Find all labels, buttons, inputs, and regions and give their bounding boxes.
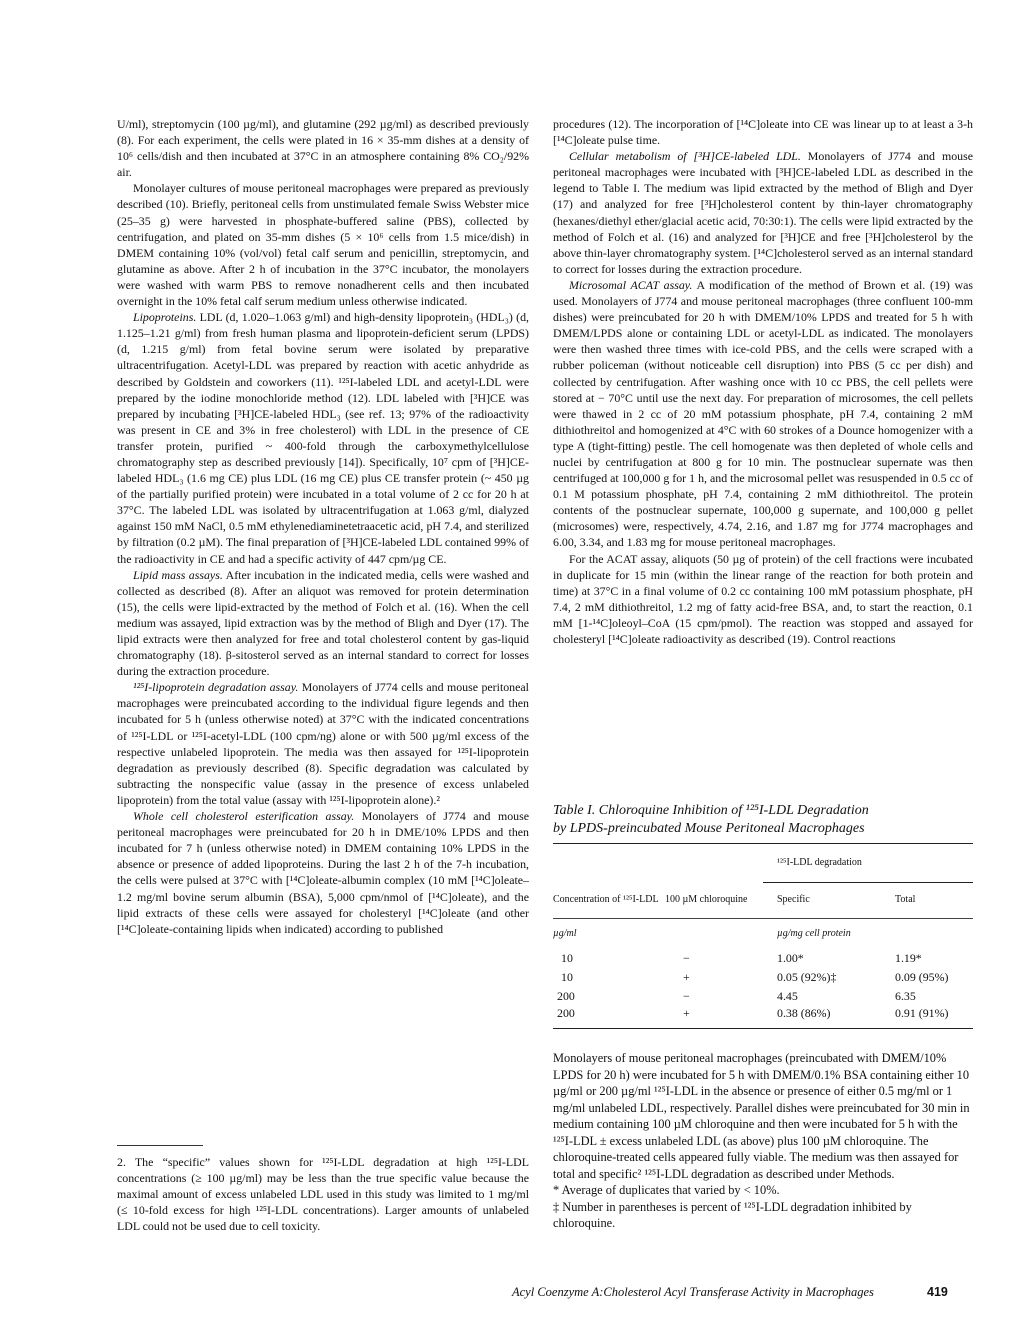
column-header: Specific	[777, 894, 810, 906]
paragraph: ¹²⁵I-lipoprotein degradation assay. Monolayers of J774 cells and mouse peritoneal macrophages were preincubated according to the individual figure legends and then incubated for 5 h (unless otherwise noted) at 37°C with the indicated concentrations of ¹²⁵I-LDL or ¹²⁵I-acetyl-LDL (100 cpm/ng) alone or with 500 µg/ml excess of the respective unlabeled lipoprotein. The media was then assayed for ¹²⁵I-lipoprotein degradation as previously described (8). Specific degradation was calculated by subtracting the nonspecific value (assay in the presence of excess unlabeled lipoprotein) from the total value (assay with ¹²⁵I-lipoprotein alone).²	[117, 680, 529, 807]
paragraph: Lipid mass assays. After incubation in the indicated media, cells were washed and collected as described (8). After an aliquot was removed for protein determination (15), the cells were lipid-extracted by the method of Folch et al. (16). When the cell medium was assayed, lipid extraction was by the method of Bligh and Dyer (17). The lipid extracts were then analyzed for free and total cholesterol content by gas-liquid chromatography (18). β-sitosterol served as an internal standard to correct for losses during the extraction procedure.	[117, 567, 529, 679]
data-table	[553, 843, 973, 1029]
footnote-divider	[117, 1145, 203, 1146]
page-number: 419	[927, 1285, 948, 1299]
table-row: 10 − 1.00* 1.19*	[561, 951, 922, 965]
footnote: 2. The “specific” values shown for ¹²⁵I-LDL degradation at high ¹²⁵I-LDL concentrations (≥ 100 µg/ml) may be less than the true specific value because the maximal amount of excess unlabeled LDL used in this study was limited to 1 mg/ml (≤ 10-fold excess for high ¹²⁵I-LDL concentrations). Larger amounts of unlabeled LDL could not be used due to cell toxicity.	[117, 1155, 529, 1234]
table-row: 200 − 4.45 6.35	[557, 989, 916, 1003]
paragraph: For the ACAT assay, aliquots (50 µg of protein) of the cell fractions were incubated in duplicate for 15 min (within the linear range of the reaction for both protein and time) at 37°C in a final volume of 0.2 cc containing 100 mM potassium phosphate, pH 7.4, 2 mM dithiothreitol, 1.2 mg of fatty acid-free BSA, and, to start the reaction, 0.1 mM [1-¹⁴C]oleoyl–CoA (15 cpm/pmol). The reaction was stopped and assayed for cholesteryl [¹⁴C]oleate radioactivity as described (19). Control reactions	[553, 551, 973, 646]
section-heading: Lipoproteins.	[133, 310, 197, 325]
units-label: µg/mg cell protein	[777, 928, 851, 939]
left-column	[117, 116, 529, 937]
units-label: µg/ml	[553, 928, 577, 939]
table-row: 10 + 0.05 (92%)‡ 0.09 (95%)	[561, 970, 949, 984]
section-heading: Whole cell cholesterol esterification assay.	[133, 809, 355, 824]
paragraph: Cellular metabolism of [³H]CE-labeled LDL. Monolayers of J774 and mouse peritoneal macrophages were incubated with [³H]CE-labeled LDL as described in the legend to Table I. The medium was lipid extracted by the method of Bligh and Dyer (17) and analyzed for free [³H]cholesterol content by thin-layer chromatography (hexanes/diethyl ether/glacial acetic acid, 70:30:1). The cells were lipid extracted by the method of Folch et al. (16) and analyzed for [³H]CE and free [³H]cholesterol by the above thin-layer chromatography system. [¹⁴C]cholesterol served as an internal standard to correct for losses during the extraction procedure.	[553, 149, 973, 276]
table-legend-text: Monolayers of mouse peritoneal macrophages (preincubated with DMEM/10% LPDS for 20 h) were incubated for 5 h with DMEM/0.1% BSA containing either 10 µg/ml or 200 µg/ml ¹²⁵I-LDL in the absence or presence of either 0.5 mg/ml or 1 mg/ml unlabeled LDL, respectively. Parallel dishes were preincubated for 30 min in medium containing 100 µM chloroquine and then were incubated for 5 h with the ¹²⁵I-LDL ± excess unlabeled LDL (as above) plus 100 µM chloroquine. The chloroquine-treated cells appeared fully viable. The medium was then assayed for total and specific² ¹²⁵I-LDL degradation as described under Methods.	[553, 1051, 970, 1181]
right-column	[553, 116, 973, 647]
paragraph: Whole cell cholesterol esterification assay. Monolayers of J774 and mouse peritoneal macrophages were preincubated for 20 h in DME/10% LPDS and then incubated for 7 h (unless otherwise noted) in DMEM containing 10% LPDS in the absence or presence of added lipoproteins. During the last 2 h of the 7-h incubation, the cells were pulsed at 37°C with [¹⁴C]oleate-albumin complex (10 mM [¹⁴C]oleate–1.2 mg/ml bovine serum albumin (BSA), 5,000 cpm/nmol of [¹⁴C]oleate), and the lipid extracts of these cells were assayed for cholesteryl [¹⁴C]oleate (and other [¹⁴C]oleate-containing lipids when indicated) according to published	[117, 809, 529, 936]
column-header: Concentration of ¹²⁵I-LDL	[553, 894, 659, 905]
table-row: 200 + 0.38 (86%) 0.91 (91%)	[553, 1006, 973, 1029]
section-heading: Microsomal ACAT assay.	[569, 277, 693, 292]
paragraph: U/ml), streptomycin (100 µg/ml), and glutamine (292 µg/ml) as described previously (8). For each experiment, the cells were plated in 16 × 35-mm dishes at a density of 10⁶ cells/dish and then incubated at 37°C in an atmosphere containing 8% CO₂/92% air.	[117, 117, 529, 180]
table-title: Table I. Chloroquine Inhibition of ¹²⁵I-LDL Degradation by LPDS-preincubated Mouse Peritoneal Macrophages	[553, 803, 869, 836]
paragraph: Lipoproteins. LDL (d, 1.020–1.063 g/ml) and high-density lipoprotein₃ (HDL₃) (d, 1.125–1.21 g/ml) from fresh human plasma and lipoprotein-deficient serum (LPDS) (d, 1.215 g/ml) from fetal bovine serum were isolated by preparative ultracentrifugation. Acetyl-LDL was prepared by reaction with acetic anhydride as described by Goldstein and coworkers (11). ¹²⁵I-labeled LDL and acetyl-LDL were prepared by the iodine monochloride method (12). LDL labeled with [³H]CE was prepared by incubating [³H]CE-labeled HDL₃ (see ref. 13; 97% of the radioactivity was present in CE and 3% in free cholesterol) with LDL in the presence of CE transfer protein, purified ~ 400-fold through the carboxymethylcellulose chromatography step as described previously [14]). Specifically, 10⁷ cpm of [³H]CE-labeled HDL₃ (1.6 mg CE) plus LDL (16 mg CE) plus CE transfer protein (~ 450 µg of the partially purified protein) were incubated in a total volume of 2 cc for 20 h at 37°C. The labeled LDL was isolated by ultracentrifugation at 1.063 g/ml, dialyzed against 150 mM NaCl, 0.5 mM ethylenediaminetetraacetic acid, pH 7.4, and sterilized by filtration (0.2 µM). The final preparation of [³H]CE-labeled LDL contained 99% of the radioactivity in CE and had a specific activity of 447 cpm/µg CE.	[117, 310, 529, 566]
column-header: Total	[895, 894, 916, 906]
table-legend	[553, 1050, 973, 1232]
table-note: ‡ Number in parentheses is percent of ¹²⁵I-LDL degradation inhibited by chloroquine.	[553, 1199, 912, 1230]
paragraph: procedures (12). The incorporation of [¹⁴C]oleate into CE was linear up to at least a 3-h [¹⁴C]oleate pulse time.	[553, 117, 973, 148]
paragraph: Microsomal ACAT assay. A modification of the method of Brown et al. (19) was used. Monolayers of J774 and mouse peritoneal macrophages (three confluent 100-mm dishes) were preincubated for 20 h with DMEM/10% LPDS and treated for 5 h with DMEM/LPDS alone or containing LDL or acetyl-LDL as indicated. The monolayers were then washed three times with ice-cold PBS, and the cells were scraped with a rubber policeman (without noticeable cell disruption) into PBS (5 cc per dish) and collected by centrifugation. After washing once with 10 cc PBS, the cell pellets were stored at − 70°C until use the next day. For preparation of microsomes, the cell pellets were thawed in 2 cc of 20 mM potassium phosphate, pH 7.4, containing 2 mM dithiothreitol and homogenized at 4°C with 60 strokes of a Dounce homogenizer with a type A (tight-fitting) pestle. The cell homogenate was then depleted of whole cells and nuclei by centrifugation at 800 g for 10 min. The postnuclear supernate was then centrifuged at 100,000 g for 1 h, and the microsomal pellet was resuspended in 0.5 cc of 0.1 M potassium phosphate, pH 7.4, containing 2 mM dithiothreitol. The protein contents of the postnuclear supernate, 100,000 g supernate, and 100,000 g pellet (microsomes) were, respectively, 4.74, 2.16, and 1.87 mg for J774 macrophages and 6.00, 3.34, and 1.83 mg for mouse peritoneal macrophages.	[553, 277, 973, 550]
column-header: 100 µM chloroquine	[665, 894, 748, 905]
column-group-header: ¹²⁵I-LDL degradation	[763, 844, 973, 883]
section-heading: Lipid mass assays.	[133, 567, 223, 582]
running-title: Acyl Coenzyme A:Cholesterol Acyl Transferase Activity in Macrophages	[512, 1285, 874, 1299]
section-heading: ¹²⁵I-lipoprotein degradation assay.	[133, 680, 299, 695]
table-note: * Average of duplicates that varied by < 10%.	[553, 1183, 780, 1197]
section-heading: Cellular metabolism of [³H]CE-labeled LDL.	[569, 149, 801, 164]
paragraph: Monolayer cultures of mouse peritoneal macrophages were prepared as previously described (10). Briefly, peritoneal cells from unstimulated female Swiss Webster mice (25–35 g) were harvested in phosphate-buffered saline (PBS), collected by centrifugation, and plated on 35-mm dishes (5 × 10⁶ cells from 1.5 mice/dish) in DMEM containing 10% (vol/vol) fetal calf serum and penicillin, streptomycin, and glutamine as above. After 2 h of incubation in the 37°C incubator, the monolayers were washed with warm PBS to remove nonadherent cells and then incubated overnight in the 10% fetal calf serum medium unless otherwise indicated.	[117, 181, 529, 309]
